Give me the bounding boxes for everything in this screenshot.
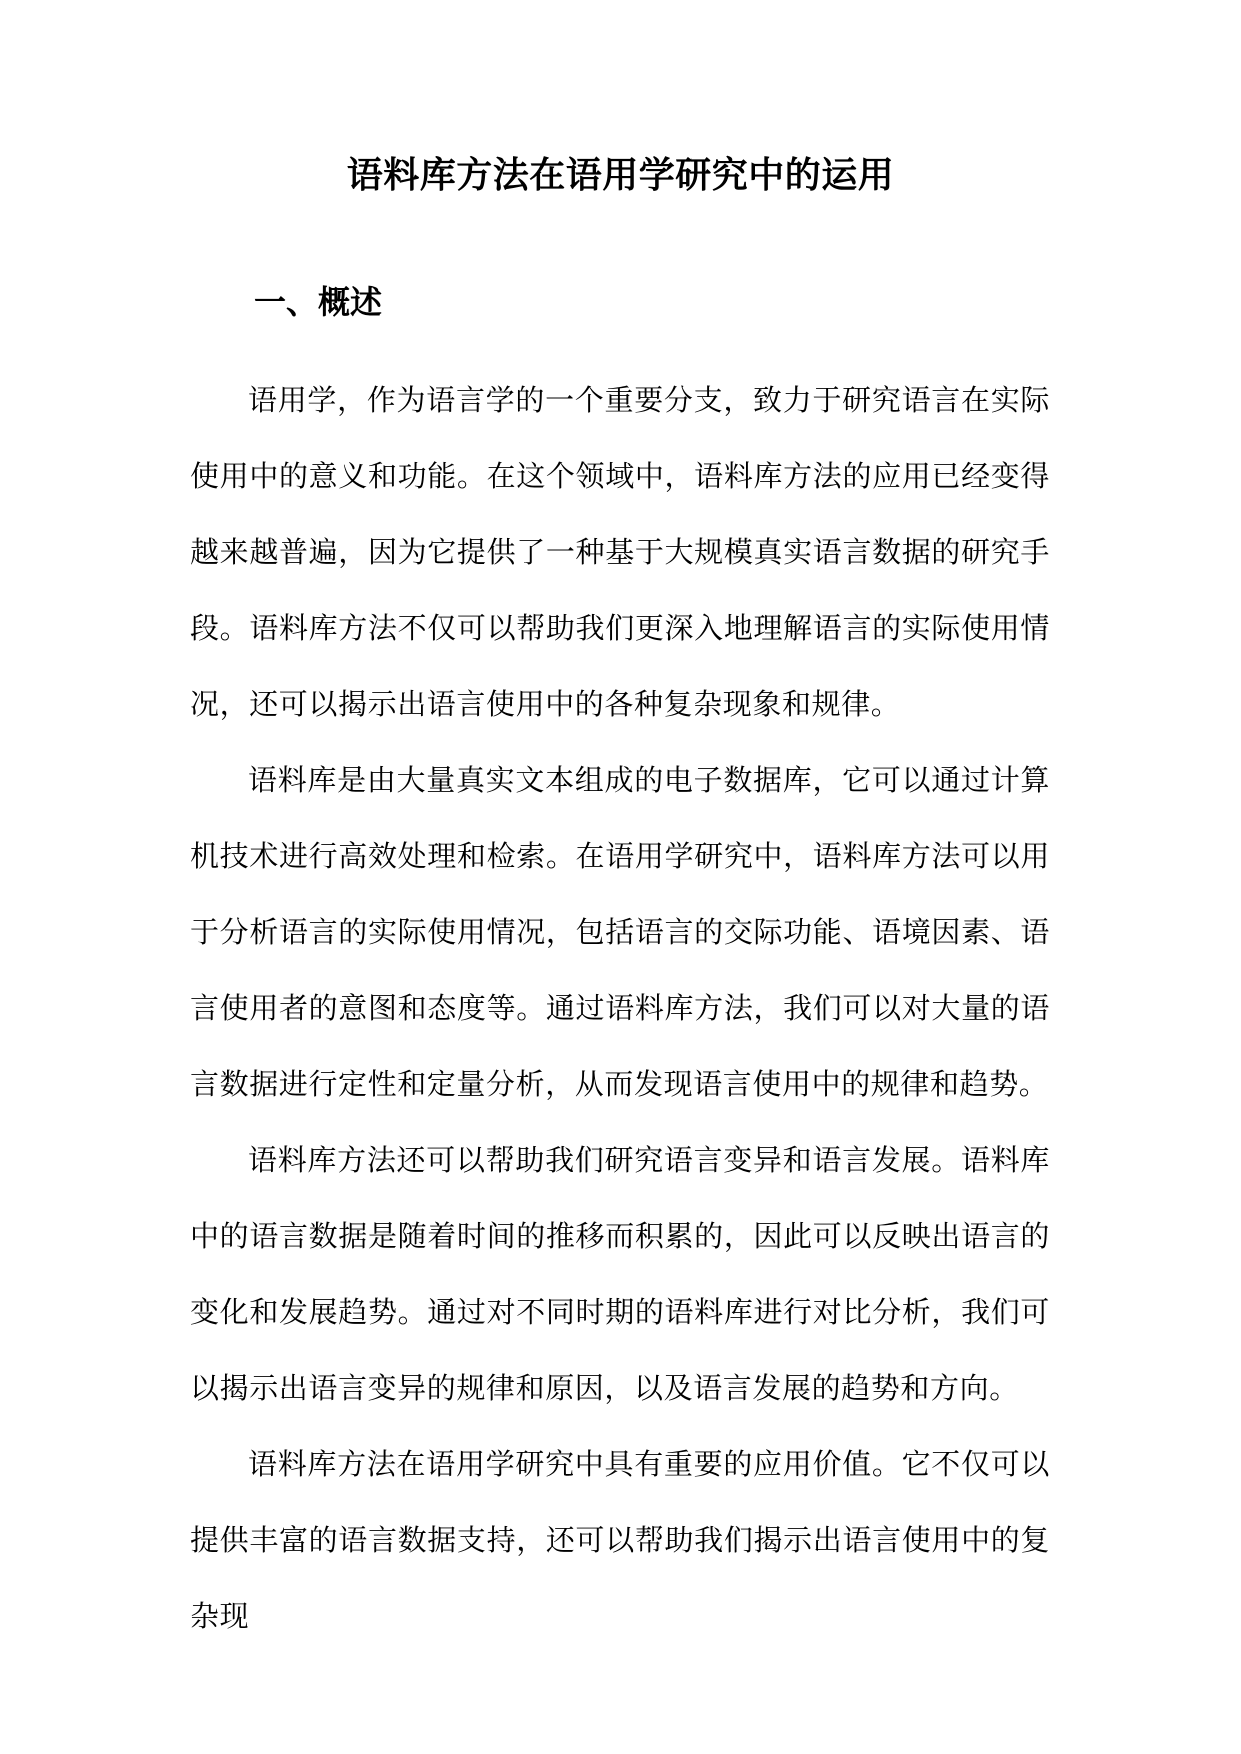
- paragraph-2: 语料库是由大量真实文本组成的电子数据库，它可以通过计算机技术进行高效处理和检索。在语用学研究中，语料库方法可以用于分析语言的实际使用情况，包括语言的交际功能、语境因素、语言使用者的意图和态度等。通过语料库方法，我们可以对大量的语言数据进行定性和定量分析，从而发现语言使用中的规律和趋势。: [190, 763, 1050, 1101]
- section-heading-overview: 一、概述: [254, 283, 383, 321]
- document-body: [190, 362, 1050, 1654]
- paragraph-1: 语用学，作为语言学的一个重要分支，致力于研究语言在实际使用中的意义和功能。在这个领域中，语料库方法的应用已经变得越来越普遍，因为它提供了一种基于大规模真实语言数据的研究手段。语料库方法不仅可以帮助我们更深入地理解语言的实际使用情况，还可以揭示出语言使用中的各种复杂现象和规律。: [190, 383, 1050, 721]
- paragraph-4: 语料库方法在语用学研究中具有重要的应用价值。它不仅可以提供丰富的语言数据支持，还可以帮助我们揭示出语言使用中的复杂现: [190, 1447, 1050, 1633]
- paragraph-3: 语料库方法还可以帮助我们研究语言变异和语言发展。语料库中的语言数据是随着时间的推移而积累的，因此可以反映出语言的变化和发展趋势。通过对不同时期的语料库进行对比分析，我们可以揭示出语言变异的规律和原因，以及语言发展的趋势和方向。: [190, 1143, 1050, 1405]
- document-title: 语料库方法在语用学研究中的运用: [346, 154, 895, 196]
